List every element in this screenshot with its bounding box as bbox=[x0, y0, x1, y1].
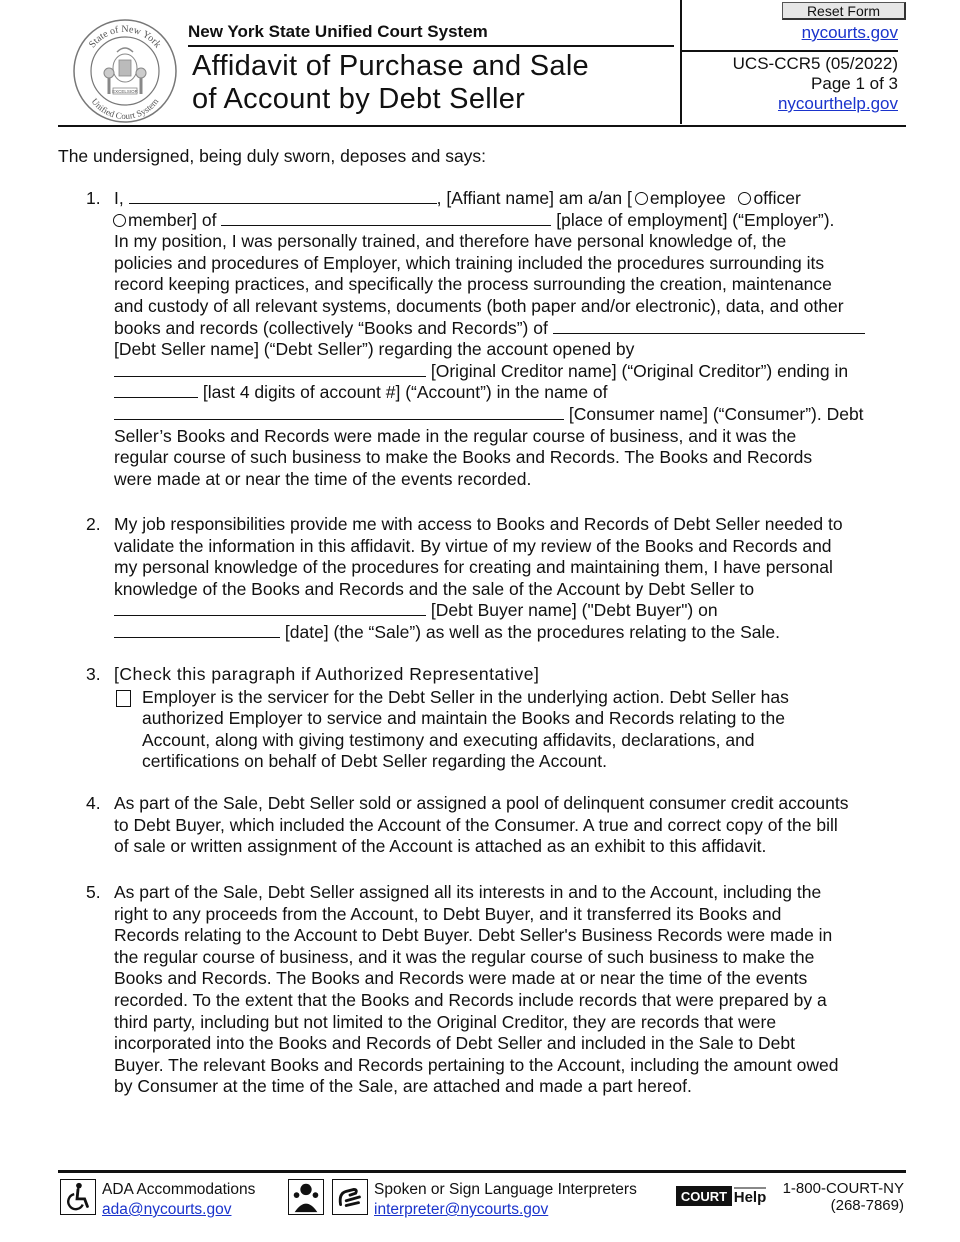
paragraph-4 bbox=[86, 793, 906, 858]
court-phone bbox=[783, 1180, 904, 1214]
interpreter-label: Spoken or Sign Language Interpreters bbox=[374, 1181, 637, 1198]
p2-line: validate the information in this affidavit. By virtue of my review of the Books and Records and bbox=[114, 535, 832, 556]
intro-text: The undersigned, being duly sworn, deposes and says: bbox=[58, 146, 487, 166]
ada-accommodations bbox=[102, 1180, 255, 1220]
footer-divider bbox=[58, 1170, 906, 1173]
p1-line: policies and procedures of Employer, which training included the procedures surrounding its bbox=[114, 252, 825, 273]
debt-buyer-name-field[interactable] bbox=[114, 600, 426, 616]
p2-line: knowledge of the Books and Records and the sale of the Account by Debt Seller to bbox=[114, 578, 755, 599]
p2-line-debt-buyer: [Debt Buyer name] ("Debt Buyer") on bbox=[114, 600, 906, 622]
last-four-digits-field[interactable] bbox=[114, 382, 198, 398]
p5-line: incorporated into the Books and Records of Debt Seller and included in the Sale to Debt bbox=[114, 1033, 795, 1054]
p5-line: recorded. To the extent that the Books and Records include records that were prepared by a bbox=[114, 989, 827, 1010]
authorized-representative-heading: [Check this paragraph if Authorized Representative] bbox=[114, 664, 540, 684]
svg-text:State of New York: State of New York bbox=[87, 23, 163, 51]
affiant-name-field[interactable] bbox=[129, 188, 437, 204]
paragraph-1 bbox=[86, 188, 906, 490]
p5-line: third party, including but not limited to the Original Creditor, they are records that were bbox=[114, 1011, 777, 1032]
sale-date-field[interactable] bbox=[114, 622, 280, 638]
title-line-1: Affidavit of Purchase and Sale bbox=[192, 50, 589, 82]
p1-line: In my position, I was personally trained, and therefore have personal knowledge of, the bbox=[114, 231, 787, 252]
p3-line: Account, along with giving testimony and executing affidavits, declarations, and bbox=[142, 729, 755, 750]
p3-line: certifications on behalf of Debt Seller regarding the Account. bbox=[142, 751, 607, 772]
p1-line-consumer: [Consumer name] (“Consumer”). Debt bbox=[114, 404, 906, 426]
p5-line: by Consumer at the time of the Sale, are attached and made a part hereof. bbox=[114, 1076, 692, 1097]
consumer-name-field[interactable] bbox=[114, 404, 564, 420]
p5-line: Records relating to the Account to Debt Buyer. Debt Seller's Business Records were made in bbox=[114, 925, 833, 946]
page-footer bbox=[58, 1170, 906, 1226]
svg-text:COURT: COURT bbox=[680, 1189, 728, 1204]
p4-line: of sale or written assignment of the Account is attached as an exhibit to this affidavit. bbox=[114, 836, 767, 857]
paragraph-3 bbox=[86, 664, 906, 773]
p2-line: My job responsibilities provide me with access to Books and Records of Debt Seller needed to bbox=[114, 514, 843, 534]
p1-line-account: [last 4 digits of account #] (“Account”) in the name of bbox=[114, 382, 906, 404]
p5-line: right to any proceeds from the Account, to Debt Buyer, and it transferred its Books and bbox=[114, 903, 782, 924]
employee-radio[interactable] bbox=[635, 192, 648, 205]
interpreter-email-link[interactable]: interpreter@nycourts.gov bbox=[374, 1201, 549, 1218]
p4-line: to Debt Buyer, which included the Account of the Consumer. A true and correct copy of the bill bbox=[114, 814, 838, 835]
header-divider bbox=[58, 125, 906, 127]
page-number: Page 1 of 3 bbox=[811, 74, 898, 93]
original-creditor-field[interactable] bbox=[114, 361, 426, 377]
p2-line-date: [date] (the “Sale”) as well as the procedures relating to the Sale. bbox=[114, 622, 906, 644]
form-header bbox=[58, 0, 906, 126]
place-of-employment-field[interactable] bbox=[221, 210, 551, 226]
officer-radio[interactable] bbox=[738, 192, 751, 205]
form-number: UCS-CCR5 (05/2022) bbox=[732, 54, 898, 73]
debt-seller-name-field[interactable] bbox=[553, 318, 865, 334]
p1-line: regular course of such business to make the Books and Records. The Books and Records bbox=[114, 447, 813, 468]
paragraph-number: 2. bbox=[86, 514, 101, 534]
wheelchair-accessibility-icon bbox=[60, 1179, 96, 1215]
title-line-2: of Account by Debt Seller bbox=[192, 83, 526, 115]
spoken-language-interpreter-icon bbox=[288, 1179, 324, 1215]
sign-language-icon bbox=[332, 1179, 368, 1215]
page-title bbox=[192, 50, 672, 116]
phone-number: 1-800-COURT-NY bbox=[782, 1180, 904, 1197]
ada-email-link[interactable]: ada@nycourts.gov bbox=[102, 1201, 232, 1218]
p5-line: Buyer. The relevant Books and Records pertaining to the Account, including the amount owed bbox=[114, 1054, 839, 1075]
court-system-name: New York State Unified Court System bbox=[188, 22, 674, 47]
svg-text:EXCELSIOR: EXCELSIOR bbox=[112, 89, 138, 94]
p1-line: Seller’s Books and Records were made in the regular course of business, and it was the bbox=[114, 425, 797, 446]
svg-text:Unified Court System: Unified Court System bbox=[89, 96, 161, 122]
paragraph-5 bbox=[86, 882, 906, 1098]
p1-line-affiant: I, , [Affiant name] am a/an [ employee officer bbox=[114, 188, 801, 208]
paragraph-number: 4. bbox=[86, 793, 101, 813]
p1-line: were made at or near the time of the events recorded. bbox=[114, 468, 532, 489]
p1-line-employer: member] of [place of employment] (“Employer”). bbox=[86, 210, 906, 232]
paragraph-number: 1. bbox=[86, 188, 101, 208]
p1-line: [Debt Seller name] (“Debt Seller”) regarding the account opened by bbox=[114, 339, 635, 360]
paragraph-number: 3. bbox=[86, 664, 101, 684]
p1-line: record keeping practices, and specifically the process surrounding the creation, maintenance bbox=[114, 274, 832, 295]
paragraph-2 bbox=[86, 514, 906, 644]
p1-line-debt-seller: books and records (collectively “Books and Records”) of bbox=[114, 318, 906, 340]
nycourthelp-link[interactable]: nycourthelp.gov bbox=[777, 94, 898, 113]
p5-line: As part of the Sale, Debt Seller assigned all its interests in and to the Account, including the bbox=[114, 882, 822, 902]
p4-line: As part of the Sale, Debt Seller sold or assigned a pool of delinquent consumer credit accounts bbox=[114, 793, 849, 813]
nycourts-link[interactable]: nycourts.gov bbox=[801, 23, 898, 42]
authorized-representative-option bbox=[86, 687, 906, 773]
p1-line: and custody of all relevant systems, documents (both paper and/or electronic), data, and other bbox=[114, 295, 844, 316]
phone-digits: (268-7869) bbox=[830, 1197, 904, 1214]
form-metadata-panel bbox=[680, 0, 908, 124]
p3-line: authorized Employer to service and maintain the Books and Records relating to the bbox=[142, 708, 785, 729]
court-help-logo bbox=[676, 1184, 768, 1208]
p2-line: my personal knowledge of the procedures for creating and maintaining them, I have personal bbox=[114, 557, 833, 578]
interpreter-services bbox=[374, 1180, 637, 1220]
authorized-representative-checkbox[interactable] bbox=[116, 690, 131, 707]
form-meta bbox=[682, 50, 898, 114]
paragraph-number: 5. bbox=[86, 882, 101, 902]
p3-line: Employer is the servicer for the Debt Seller in the underlying action. Debt Seller has bbox=[142, 686, 789, 707]
member-radio[interactable] bbox=[113, 214, 126, 227]
svg-text:Help: Help bbox=[733, 1189, 767, 1206]
reset-form-button[interactable]: Reset Form bbox=[782, 2, 906, 20]
p5-line: Books and Records. The Books and Records were made at or near the time of the events bbox=[114, 968, 808, 989]
ada-label: ADA Accommodations bbox=[102, 1181, 256, 1198]
p1-line-original-creditor: [Original Creditor name] (“Original Creditor”) ending in bbox=[114, 361, 906, 383]
ny-state-seal-icon bbox=[72, 18, 178, 124]
p5-line: the regular course of business, and it was the regular course of such business to make the bbox=[114, 946, 815, 967]
